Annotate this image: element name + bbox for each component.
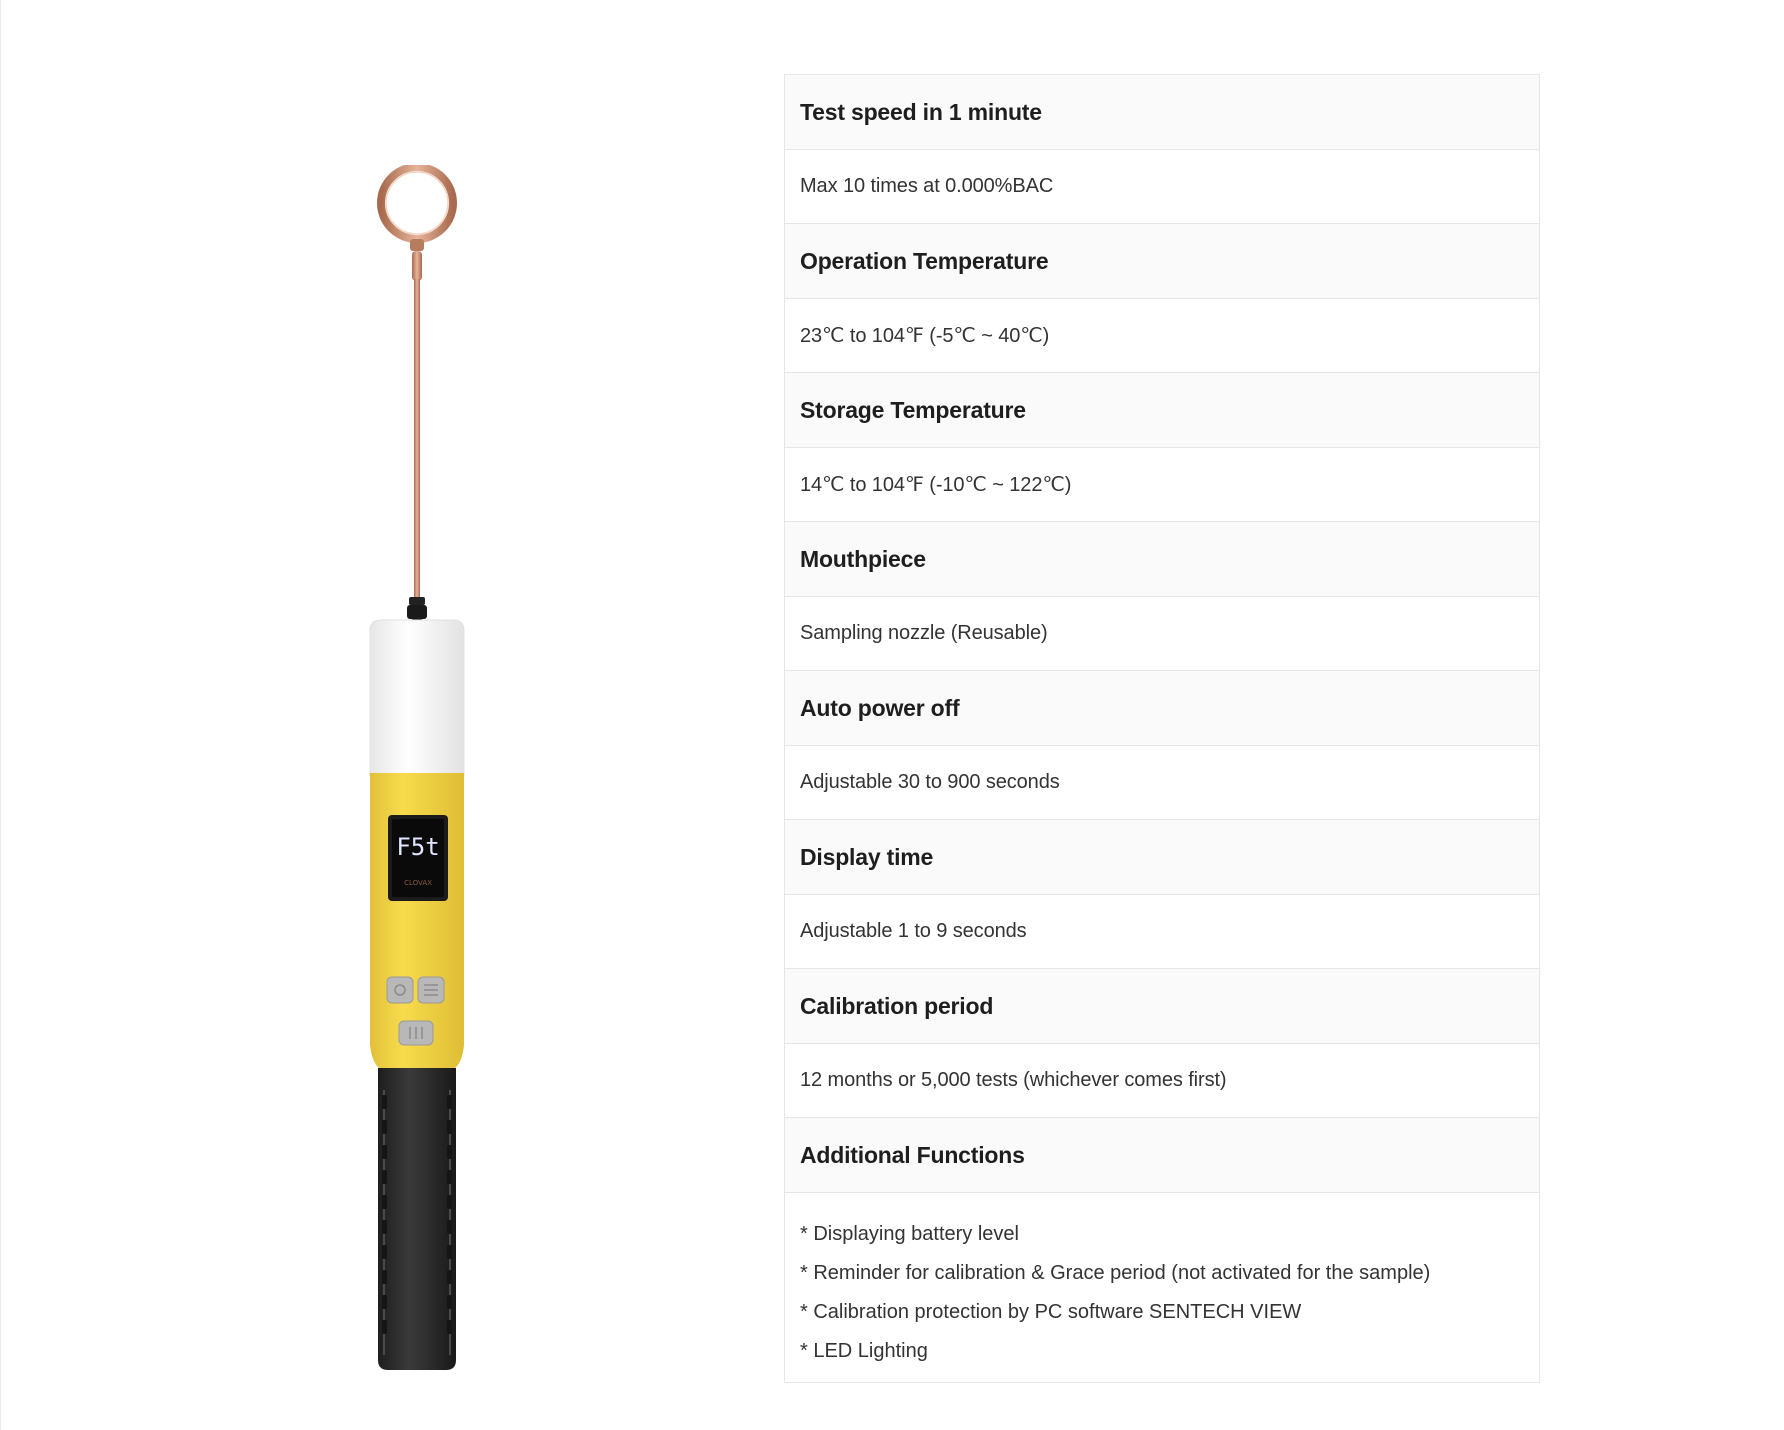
spec-value-mouthpiece <box>785 597 1539 671</box>
spec-value-text: Adjustable 30 to 900 seconds <box>800 771 1060 793</box>
brand-logo: CLOVAX <box>404 879 432 887</box>
spec-value-storage-temperature <box>785 448 1539 522</box>
spec-label-display-time <box>785 820 1539 895</box>
spec-label-test-speed <box>785 75 1539 150</box>
spec-table <box>784 74 1540 1383</box>
spec-value-text: Max 10 times at 0.000%BAC <box>800 175 1054 197</box>
device-grip <box>378 1068 456 1370</box>
spec-value-text: 12 months or 5,000 tests (whichever comes first) <box>800 1069 1227 1091</box>
spec-label-text: Mouthpiece <box>800 545 926 572</box>
function-item: * LED Lighting <box>800 1340 928 1362</box>
device-display <box>388 815 448 901</box>
spec-value-text: Sampling nozzle (Reusable) <box>800 622 1048 644</box>
spec-value-auto-power-off <box>785 746 1539 820</box>
function-item: * Displaying battery level <box>800 1223 1019 1245</box>
spec-label-text: Storage Temperature <box>800 396 1026 423</box>
spec-label-text: Additional Functions <box>800 1141 1025 1168</box>
spec-label-auto-power-off <box>785 671 1539 746</box>
probe-rod <box>414 279 420 599</box>
spec-value-operation-temperature <box>785 299 1539 373</box>
probe-ring <box>381 167 453 239</box>
spec-value-text: Adjustable 1 to 9 seconds <box>800 920 1027 942</box>
spec-value-additional-functions <box>785 1193 1539 1383</box>
spec-label-operation-temperature <box>785 224 1539 299</box>
spec-value-test-speed <box>785 150 1539 224</box>
spec-label-text: Test speed in 1 minute <box>800 98 1042 125</box>
product-image <box>360 165 480 1375</box>
spec-value-display-time <box>785 895 1539 969</box>
spec-label-text: Auto power off <box>800 694 960 721</box>
spec-label-mouthpiece <box>785 522 1539 597</box>
spec-label-text: Calibration period <box>800 992 994 1019</box>
spec-value-text: 23℃ to 104℉ (-5℃ ~ 40℃) <box>800 325 1050 347</box>
display-reading: F5t <box>396 833 440 861</box>
spec-label-calibration-period <box>785 969 1539 1044</box>
spec-value-calibration-period <box>785 1044 1539 1118</box>
led-cap <box>370 620 464 775</box>
function-item: * Calibration protection by PC software SENTECH VIEW <box>800 1301 1302 1323</box>
spec-value-text: 14℃ to 104℉ (-10℃ ~ 122℃) <box>800 474 1072 496</box>
spec-label-storage-temperature <box>785 373 1539 448</box>
function-item: * Reminder for calibration & Grace period (not activated for the sample) <box>800 1262 1431 1284</box>
spec-label-additional-functions <box>785 1118 1539 1193</box>
spec-label-text: Operation Temperature <box>800 247 1049 274</box>
spec-label-text: Display time <box>800 843 934 870</box>
